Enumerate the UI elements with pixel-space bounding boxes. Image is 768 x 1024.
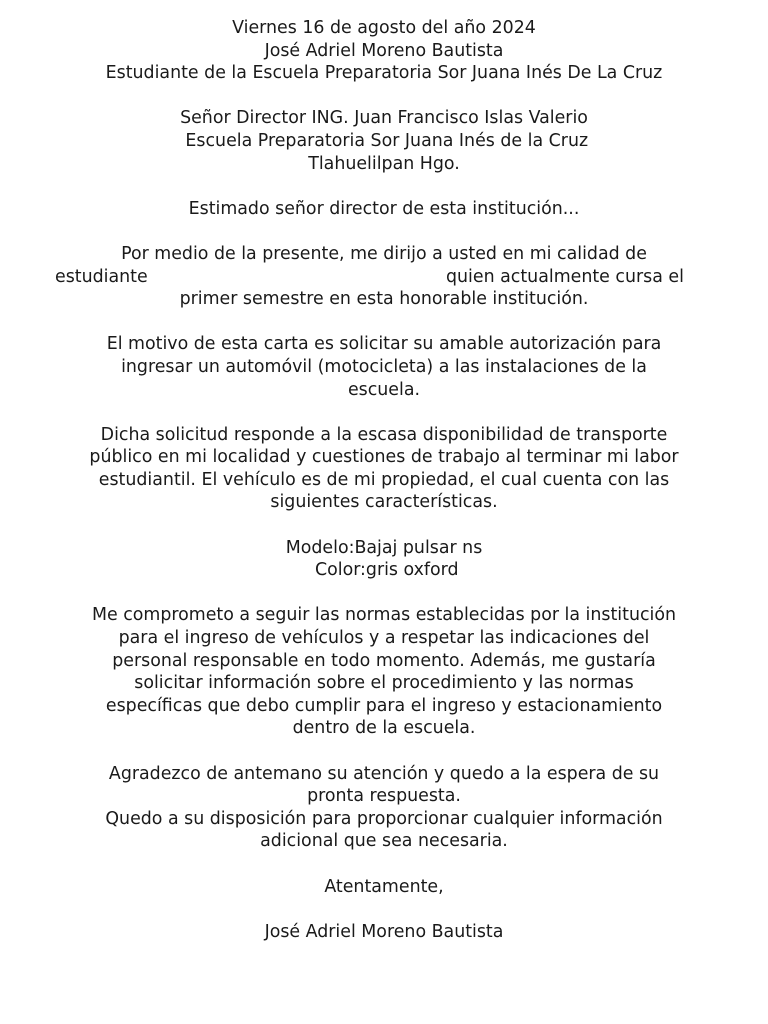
spacer	[0, 582, 768, 605]
spacer	[0, 311, 768, 334]
sender-name: José Adriel Moreno Bautista	[264, 40, 504, 61]
paragraph-introduction	[0, 243, 768, 311]
spacer	[0, 220, 768, 243]
paragraph-reason	[0, 424, 768, 514]
spacer	[0, 175, 768, 198]
recipient-name: Señor Director ING. Juan Francisco Islas Valerio	[180, 108, 588, 129]
vehicle-model: Modelo:Bajaj pulsar ns	[285, 537, 483, 558]
letter-page	[0, 17, 768, 943]
paragraph-line: siguientes características.	[270, 492, 498, 513]
paragraph-line: Me comprometo a seguir las normas establecidas por la institución	[91, 605, 677, 626]
sender-role: Estudiante de la Escuela Preparatoria Sor Juana Inés De La Cruz	[105, 63, 663, 84]
paragraph-line: estudiantil. El vehículo es de mi propiedad, el cual cuenta con las	[98, 469, 670, 490]
spacer	[0, 401, 768, 424]
spacer	[0, 514, 768, 537]
paragraph-line: Dicha solicitud responde a la escasa disponibilidad de transporte	[100, 424, 668, 445]
paragraph-line: específicas que debo cumplir para el ingreso y estacionamiento	[105, 695, 663, 716]
paragraph-line: para el ingreso de vehículos y a respetar las indicaciones del	[118, 628, 650, 649]
paragraph-line: dentro de la escuela.	[292, 718, 476, 739]
paragraph-request	[0, 333, 768, 401]
vehicle-color: Color:gris oxford	[309, 560, 459, 581]
letter-date: Viernes 16 de agosto del año 2024	[232, 18, 536, 38]
letter-header	[0, 17, 768, 85]
paragraph-line: personal responsable en todo momento. Además, me gustaría	[112, 650, 656, 671]
closing: Atentamente,	[324, 876, 444, 897]
paragraph-line: solicitar información sobre el procedimiento y las normas	[134, 673, 634, 694]
spacer	[0, 740, 768, 763]
recipient-block	[0, 107, 768, 175]
greeting: Estimado señor director de esta institución...	[188, 198, 580, 219]
paragraph-line: Agradezco de antemano su atención y quedo a la espera de su	[108, 763, 660, 784]
paragraph-line: pronta respuesta.	[307, 786, 461, 807]
spacer	[0, 898, 768, 921]
paragraph-line: Quedo a su disposición para proporcionar cualquier información	[105, 808, 663, 829]
recipient-location: Tlahuelilpan Hgo.	[308, 153, 460, 174]
paragraph-line-with-blank	[0, 266, 768, 289]
recipient-school: Escuela Preparatoria Sor Juana Inés de la Cruz	[179, 130, 589, 151]
paragraph-line: adicional que sea necesaria.	[260, 831, 508, 852]
paragraph-line: escuela.	[347, 379, 421, 400]
paragraph-line: público en mi localidad y cuestiones de trabajo al terminar mi labor	[89, 447, 679, 468]
paragraph-fragment: estudiante	[55, 266, 148, 287]
paragraph-line: Por medio de la presente, me dirijo a usted en mi calidad de	[121, 243, 647, 264]
paragraph-line: El motivo de esta carta es solicitar su amable autorización para	[106, 334, 662, 355]
spacer	[0, 853, 768, 876]
paragraph-fragment: quien actualmente cursa el	[446, 266, 684, 287]
signature-name: José Adriel Moreno Bautista	[264, 921, 504, 942]
vehicle-details	[0, 537, 768, 582]
paragraph-line: ingresar un automóvil (motocicleta) a las instalaciones de la	[121, 356, 647, 377]
paragraph-line: primer semestre en esta honorable institución.	[179, 289, 589, 310]
paragraph-commitment	[0, 604, 768, 740]
paragraph-thanks	[0, 763, 768, 853]
spacer	[0, 85, 768, 108]
